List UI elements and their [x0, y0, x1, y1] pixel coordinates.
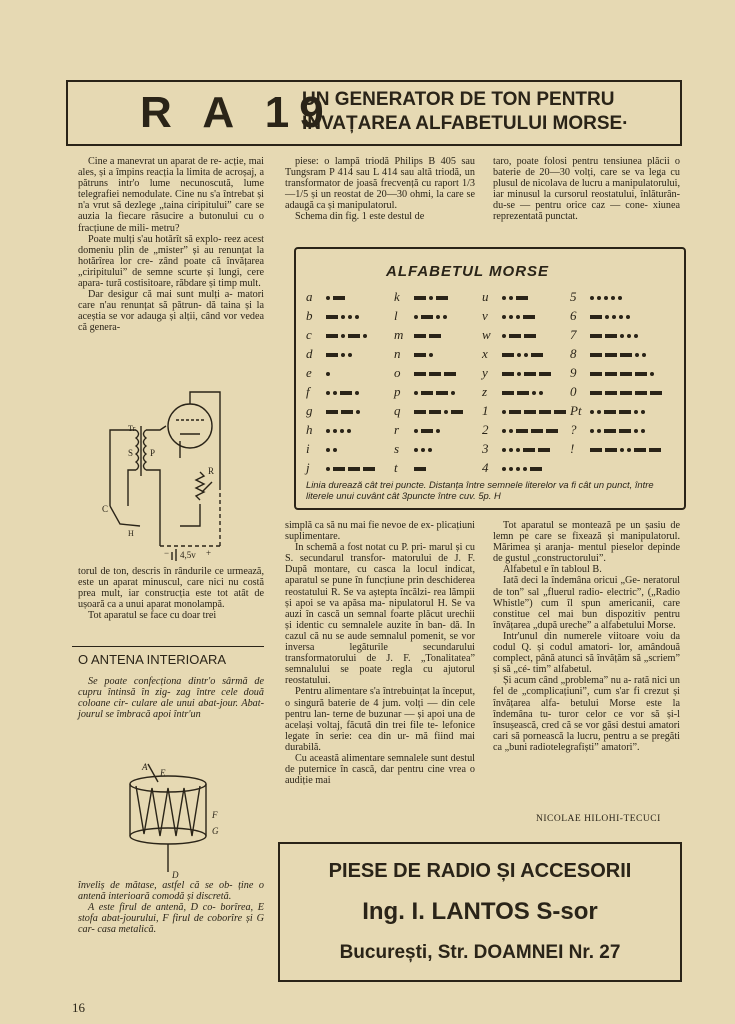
- morse-dash: [649, 448, 661, 452]
- morse-dot: [634, 410, 638, 414]
- morse-dot: [326, 372, 330, 376]
- morse-dash: [451, 410, 463, 414]
- morse-dash: [590, 448, 602, 452]
- morse-dot: [333, 391, 337, 395]
- morse-dot: [532, 391, 536, 395]
- article-column-1-continued: [78, 566, 264, 621]
- morse-code: [326, 334, 370, 338]
- antenna-label-a: A: [142, 762, 148, 772]
- morse-code: [502, 372, 554, 376]
- morse-row: [302, 439, 682, 459]
- morse-code: [590, 372, 657, 376]
- morse-letter: s: [394, 441, 400, 456]
- morse-dot: [502, 334, 506, 338]
- morse-dot: [590, 429, 594, 433]
- paragraph: Iată deci la îndemâna oricui „Ge- neratorul de ton” sal „fluerul radio- electric”, („Radio Whistle”) cum îl spun americanii, care constitue cel mai bun dispozitiv pentru învățarea „după ureche” a alfabetului Morse.: [493, 575, 680, 631]
- morse-code: [326, 315, 362, 319]
- morse-dot: [451, 391, 455, 395]
- circuit-label-plus: +: [206, 548, 212, 558]
- morse-dash: [605, 334, 617, 338]
- morse-letter: n: [394, 346, 401, 361]
- morse-code: [414, 334, 444, 338]
- morse-dot: [634, 429, 638, 433]
- morse-dot: [620, 448, 624, 452]
- morse-dash: [414, 410, 426, 414]
- morse-dash: [341, 410, 353, 414]
- morse-dash: [590, 353, 602, 357]
- morse-letter: o: [394, 365, 401, 380]
- morse-dash: [590, 315, 602, 319]
- morse-letter: c: [306, 327, 312, 342]
- morse-dot: [326, 467, 330, 471]
- morse-letter: a: [306, 289, 313, 304]
- circuit-label-tr: Tr.: [128, 424, 137, 433]
- morse-dash: [590, 372, 602, 376]
- morse-dash: [605, 391, 617, 395]
- morse-dash: [502, 353, 514, 357]
- article-column-3-continued: [493, 520, 680, 753]
- morse-dot: [340, 429, 344, 433]
- headline-line-2: INVAȚAREA ALFABETULUI MORSE·: [302, 113, 629, 134]
- morse-letter: 1: [482, 403, 489, 418]
- morse-dash: [326, 410, 338, 414]
- morse-code: [414, 372, 459, 376]
- morse-dot: [443, 315, 447, 319]
- antenna-section-title: O ANTENA INTERIOARA: [78, 652, 227, 667]
- morse-row: [302, 458, 682, 478]
- article-column-1: [78, 156, 264, 334]
- morse-letter: 0: [570, 384, 577, 399]
- morse-dot: [516, 315, 520, 319]
- morse-row: [302, 306, 682, 326]
- morse-dash: [502, 391, 514, 395]
- morse-letter: 3: [482, 441, 489, 456]
- paragraph: Se poate confecționa dintr'o sârmă de cupru întinsă în zig- zag între cele două coloane cir- culare ale unui abat-jour. Abat- jourul se îmbracă apoi într'un: [78, 676, 264, 721]
- morse-letter: q: [394, 403, 401, 418]
- morse-dash: [421, 391, 433, 395]
- morse-dot: [347, 429, 351, 433]
- morse-code: [502, 391, 546, 395]
- morse-dash: [605, 448, 617, 452]
- morse-alphabet-table: [294, 247, 686, 510]
- morse-dot: [509, 467, 513, 471]
- morse-dash: [590, 391, 602, 395]
- morse-code: [590, 334, 641, 338]
- morse-row: [302, 287, 682, 307]
- paragraph: Cine a manevrat un aparat de re- acție, mai ales, și a împins reacția la limita de acroșaj, a pătruns intr'o lume necunoscută, lume telegrafiei nemodulate. Cine nu s'a întrebat și n'a vrut să dezlege „taina ciripitului” care se auzia la fiecare răsucire a butonului cu o fracțiune de mili- metru?: [78, 156, 264, 234]
- morse-dash: [554, 410, 566, 414]
- morse-code: [414, 410, 466, 414]
- morse-dash: [421, 315, 433, 319]
- antenna-section-text-continued: [78, 880, 264, 935]
- morse-dash: [429, 410, 441, 414]
- article-column-3: [493, 156, 680, 223]
- morse-dot: [502, 410, 506, 414]
- morse-dot: [502, 429, 506, 433]
- morse-letter: 4: [482, 460, 489, 475]
- morse-letter: 5: [570, 289, 577, 304]
- morse-dash: [634, 448, 646, 452]
- morse-table-title: ALFABETUL MORSE: [386, 263, 550, 280]
- morse-dash: [414, 467, 426, 471]
- morse-code: [414, 296, 451, 300]
- morse-dot: [428, 448, 432, 452]
- morse-dot: [414, 448, 418, 452]
- morse-code: [414, 448, 435, 452]
- morse-dot: [539, 391, 543, 395]
- morse-code: [326, 429, 354, 433]
- morse-code: [326, 467, 378, 471]
- morse-dot: [333, 448, 337, 452]
- morse-letter: z: [482, 384, 488, 399]
- morse-letter: b: [306, 308, 313, 323]
- morse-dash: [604, 429, 616, 433]
- morse-dot: [509, 429, 513, 433]
- morse-letter: ?: [570, 422, 577, 437]
- circuit-diagram: [100, 386, 250, 561]
- morse-dash: [530, 467, 542, 471]
- morse-code: [502, 296, 531, 300]
- morse-dot: [597, 429, 601, 433]
- morse-code: [502, 467, 545, 471]
- morse-dash: [620, 372, 632, 376]
- morse-row: [302, 420, 682, 440]
- morse-row: [302, 363, 682, 383]
- morse-dot: [597, 296, 601, 300]
- morse-dot: [414, 391, 418, 395]
- morse-dot: [363, 334, 367, 338]
- headline-line-1: UN GENERATOR DE TON PENTRU: [302, 89, 615, 110]
- morse-dash: [340, 391, 352, 395]
- morse-letter: k: [394, 289, 400, 304]
- ad-address: București, Str. DOAMNEI Nr. 27: [339, 942, 621, 963]
- morse-dash: [414, 334, 426, 338]
- morse-letter: p: [394, 384, 401, 399]
- ad-headline: PIESE DE RADIO ȘI ACCESORII: [328, 860, 632, 882]
- morse-dot: [620, 334, 624, 338]
- morse-dash: [421, 429, 433, 433]
- antenna-label-e: E: [160, 768, 166, 778]
- morse-dash: [605, 353, 617, 357]
- circuit-label-r: R: [208, 466, 215, 476]
- morse-dash: [348, 334, 360, 338]
- antenna-label-d: D: [172, 870, 179, 880]
- morse-dash: [524, 372, 536, 376]
- morse-dash: [531, 353, 543, 357]
- morse-dot: [502, 296, 506, 300]
- morse-dot: [502, 467, 506, 471]
- morse-letter: g: [306, 403, 313, 418]
- morse-letter: h: [306, 422, 313, 437]
- morse-dot: [326, 296, 330, 300]
- paragraph: Alfabetul e în tabloul B.: [503, 564, 602, 576]
- morse-letter: m: [394, 327, 404, 342]
- article-column-2: [285, 156, 475, 223]
- morse-code: [590, 315, 633, 319]
- morse-code: [326, 372, 333, 376]
- morse-dash: [429, 334, 441, 338]
- page-number: 16: [72, 1000, 85, 1015]
- morse-code: [414, 391, 458, 395]
- morse-dot: [642, 353, 646, 357]
- morse-dash: [516, 429, 528, 433]
- morse-dot: [635, 353, 639, 357]
- morse-letter: d: [306, 346, 313, 361]
- morse-dot: [634, 334, 638, 338]
- paragraph: Cu această alimentare semnalele sunt destul de puternice în cască, dar pentru cine vrea o audiție mai: [285, 752, 475, 787]
- morse-dot: [414, 315, 418, 319]
- morse-dot: [502, 448, 506, 452]
- morse-letter: 9: [570, 365, 577, 380]
- morse-code: [502, 334, 539, 338]
- morse-dash: [538, 448, 550, 452]
- morse-dot: [641, 410, 645, 414]
- morse-code: [590, 296, 625, 300]
- morse-code: [414, 467, 429, 471]
- morse-code: [502, 315, 538, 319]
- paragraph: Tot aparatul se face cu doar trei: [88, 610, 217, 622]
- advertisement-box: [278, 842, 682, 982]
- morse-dash: [523, 448, 535, 452]
- article-code: R A 19: [140, 88, 334, 137]
- morse-dash: [516, 296, 528, 300]
- morse-dot: [333, 429, 337, 433]
- morse-dash: [414, 296, 426, 300]
- morse-dot: [612, 315, 616, 319]
- morse-letter: Pt: [570, 403, 582, 418]
- morse-dash: [650, 391, 662, 395]
- morse-dot: [604, 296, 608, 300]
- morse-dot: [517, 372, 521, 376]
- paragraph: simplă ca să nu mai fie nevoe de ex- plicațiuni suplimentare.: [285, 520, 475, 543]
- paragraph: Schema din fig. 1 este destul de: [295, 211, 425, 223]
- morse-code: [502, 429, 561, 433]
- morse-letter: 2: [482, 422, 489, 437]
- morse-dot: [627, 334, 631, 338]
- morse-dot: [355, 391, 359, 395]
- antenna-illustration: [118, 760, 228, 882]
- morse-dot: [348, 315, 352, 319]
- morse-dot: [348, 353, 352, 357]
- morse-dot: [619, 315, 623, 319]
- morse-dot: [444, 410, 448, 414]
- morse-code: [414, 353, 436, 357]
- morse-table-note: Linia durează cât trei puncte. Distanța între semnele literelor va fi cât un punct, între literele unui cuvânt cât 3puncte între cuv. 5p. H: [306, 479, 654, 501]
- morse-dot: [429, 353, 433, 357]
- morse-dash: [524, 410, 536, 414]
- morse-dot: [341, 353, 345, 357]
- morse-letter: 6: [570, 308, 577, 323]
- morse-dot: [429, 296, 433, 300]
- morse-dash: [414, 353, 426, 357]
- morse-dot: [421, 448, 425, 452]
- morse-row: [302, 325, 682, 345]
- morse-dash: [348, 467, 360, 471]
- morse-dot: [516, 467, 520, 471]
- paragraph: torul de ton, descris în rândurile ce urmează, este un aparat minuscul, care nici nu costă prea mult, iar construcția este tot atât de ușoară ca a unui aparat monolampă.: [78, 566, 264, 611]
- circuit-label-p: P: [150, 448, 156, 458]
- morse-dot: [509, 296, 513, 300]
- article-headline: [302, 88, 682, 136]
- morse-dot: [436, 315, 440, 319]
- morse-dash: [509, 334, 521, 338]
- morse-dot: [605, 315, 609, 319]
- paragraph: A este firul de antenă, D co- borîrea, E stofa abat-jourului, F firul de coborîre și G car- casa metalică.: [78, 902, 264, 936]
- morse-row: [302, 401, 682, 421]
- author-signature: NICOLAE HILOHI-TECUCI: [536, 814, 661, 824]
- morse-code: [590, 429, 648, 433]
- article-column-2-continued: [285, 520, 475, 786]
- morse-dash: [605, 372, 617, 376]
- morse-dash: [326, 334, 338, 338]
- morse-dash: [333, 467, 345, 471]
- morse-dot: [414, 429, 418, 433]
- morse-dash: [517, 391, 529, 395]
- morse-dash: [444, 372, 456, 376]
- morse-letter: e: [306, 365, 312, 380]
- morse-code: [326, 391, 362, 395]
- morse-dot: [356, 410, 360, 414]
- morse-dot: [626, 315, 630, 319]
- morse-code: [590, 410, 648, 414]
- morse-dot: [326, 429, 330, 433]
- morse-dash: [619, 410, 631, 414]
- morse-row: [302, 344, 682, 364]
- section-divider: [72, 646, 264, 647]
- circuit-label-h: H: [128, 529, 134, 538]
- morse-letter: 7: [570, 327, 577, 342]
- morse-dash: [604, 410, 616, 414]
- circuit-label-voltage: 4,5v: [180, 550, 196, 560]
- morse-dot: [611, 296, 615, 300]
- morse-code: [590, 391, 665, 395]
- circuit-label-minus: −: [164, 548, 170, 558]
- morse-dash: [509, 410, 521, 414]
- morse-letter: i: [306, 441, 310, 456]
- article-title-box: [66, 80, 682, 146]
- morse-dot: [590, 410, 594, 414]
- morse-dot: [509, 315, 513, 319]
- morse-dash: [635, 391, 647, 395]
- morse-letter: j: [306, 460, 310, 475]
- morse-letter: f: [306, 384, 310, 399]
- antenna-label-f: F: [212, 810, 218, 820]
- paragraph: Poate mulți s'au hotărît să explo- reez acest domeniu plin de „mister” și au renunțat la hotărîrea lor cre- zând poate că învățarea „ciripitului” de semne scurte și lungi, cere apara- tură costisitoare, răbdare și timp mult.: [78, 233, 264, 290]
- morse-dot: [641, 429, 645, 433]
- antenna-section-text: [78, 676, 264, 720]
- morse-dot: [597, 410, 601, 414]
- morse-dot: [516, 448, 520, 452]
- paragraph: Dar desigur că mai sunt mulți a- matori care n'au renunțat să pătrun- dă taina și la aceștia se vor adauga și alții, când vor vedea că genera-: [78, 289, 264, 334]
- morse-code: [590, 353, 649, 357]
- paragraph: Tot aparatul se montează pe un șasiu de lemn pe care se fixează și manipulatorul. Mărimea și aranja- mentul pieselor depinde de gustul „constructorului”.: [493, 520, 680, 565]
- morse-dash: [326, 315, 338, 319]
- morse-dash: [414, 372, 426, 376]
- morse-dash: [363, 467, 375, 471]
- morse-letter: t: [394, 460, 398, 475]
- morse-dot: [590, 296, 594, 300]
- morse-dash: [436, 296, 448, 300]
- morse-letter: x: [482, 346, 488, 361]
- morse-letter: u: [482, 289, 489, 304]
- ad-company: Ing. I. LANTOS S-sor: [362, 898, 598, 925]
- morse-dot: [618, 296, 622, 300]
- morse-dash: [502, 372, 514, 376]
- antenna-label-g: G: [212, 826, 219, 836]
- morse-dot: [517, 353, 521, 357]
- morse-letter: v: [482, 308, 488, 323]
- paragraph: piese: o lampă triodă Philips B 405 sau Tungsram P 414 sau L 414 sau altă triodă, un transformator de joasă frecvență cu raport 1/3—1/5 și un reostat de 20—30 ohmi, la care se adaugă ca și manipulatorul.: [285, 156, 475, 212]
- morse-dot: [341, 315, 345, 319]
- morse-dot: [355, 315, 359, 319]
- paragraph: In schemă a fost notat cu P. pri- marul și cu S. secundarul transfor- matorului de J. F. După montare, cu casca la locul indicat, aparatul se pune în funcțiune prin deschiderea reostatului R. Se va aștepta încălzi- rea lămpii și apoi se va apăsa ma- nipulatorul H. Se va auzi în cască un semnal foarte plăcut urechii și identic cu semnalele auzite în ban- dă. In cazul că nu se aude semnalul pomenit, se vor inversa legăturile secundarului transformatorului de J. F. „Tonalitatea” semnalului se poate regla cu ajutorul reostatului.: [285, 542, 475, 687]
- morse-dot: [326, 448, 330, 452]
- morse-dash: [635, 372, 647, 376]
- paragraph: Intr'unul din numerele viitoare voiu da codul Q. și codul amatori- lor, amândouă complect, până atunci să învățăm să „scriem” și să „cé- tim” alfabetul.: [493, 630, 680, 676]
- morse-dash: [523, 315, 535, 319]
- morse-dot: [523, 467, 527, 471]
- morse-dot: [650, 372, 654, 376]
- morse-dash: [539, 410, 551, 414]
- morse-letter: y: [482, 365, 488, 380]
- morse-letter: l: [394, 308, 398, 323]
- morse-dash: [436, 391, 448, 395]
- morse-dot: [436, 429, 440, 433]
- morse-dot: [509, 448, 513, 452]
- morse-code: [326, 353, 355, 357]
- morse-dash: [546, 429, 558, 433]
- morse-dash: [619, 429, 631, 433]
- morse-code: [326, 448, 340, 452]
- morse-dot: [326, 391, 330, 395]
- morse-dash: [429, 372, 441, 376]
- circuit-label-s: S: [128, 448, 134, 458]
- morse-letter: r: [394, 422, 400, 437]
- morse-dot: [524, 353, 528, 357]
- morse-code: [502, 448, 553, 452]
- morse-dash: [333, 296, 345, 300]
- morse-code: [414, 315, 450, 319]
- paragraph: Și acum când „problema” nu a- rată nici un fel de „complicațiuni”, cum s'ar fi crezut și învățarea alfa- betului Morse este la îndemâna tu- turor celor ce vor să și-l însușească, cred că se vor găsi destui amatori cari să pornească la lucru, pentru a se pregăti ca „buni radiotelegrafiști” amatori”.: [493, 675, 680, 753]
- morse-dash: [590, 334, 602, 338]
- morse-dash: [620, 391, 632, 395]
- morse-dot: [341, 334, 345, 338]
- paragraph: taro, poate folosi pentru tensiunea plăcii o baterie de 20—30 volți, care se va lega cu plusul de nicolava de lucru a manipulatorului, iar minusul la cursorul reostatului, înlăturân- du-se — pentru orice caz — cone- xiunea reprezentată punctat.: [493, 156, 681, 223]
- morse-code: [414, 429, 443, 433]
- morse-code: [326, 410, 363, 414]
- morse-letter: !: [570, 441, 575, 456]
- paragraph: înveliș de mătase, astfel că se ob- ține o antenă interioară comodă și discretă.: [78, 880, 264, 903]
- morse-code: [502, 410, 569, 414]
- morse-dash: [620, 353, 632, 357]
- morse-row: [302, 382, 682, 402]
- circuit-label-c: C: [102, 504, 109, 514]
- paragraph: Pentru alimentare s'a întrebuințat la început, o singură baterie de 4 jum. volți — din cele pentru lan- terne de buzunar — și apoi una de același voltaj, făcută din trei file te- lefonice legate în serie: cea din ur- mă fiind mai durabilă.: [285, 686, 475, 753]
- morse-dash: [524, 334, 536, 338]
- morse-dot: [502, 315, 506, 319]
- morse-letter: w: [482, 327, 491, 342]
- morse-code: [590, 448, 664, 452]
- morse-code: [326, 296, 348, 300]
- morse-dash: [531, 429, 543, 433]
- morse-letter: 8: [570, 346, 577, 361]
- morse-dot: [627, 448, 631, 452]
- morse-dash: [539, 372, 551, 376]
- morse-dash: [326, 353, 338, 357]
- morse-code: [502, 353, 546, 357]
